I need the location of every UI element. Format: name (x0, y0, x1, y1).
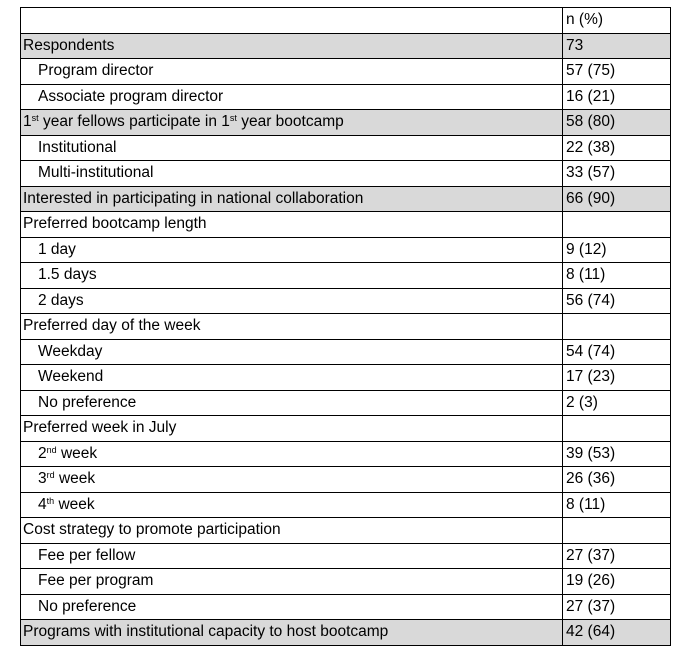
institutional-capacity-row (21, 620, 671, 646)
weekend-label: Weekend (21, 365, 563, 391)
weekday-value: 54 (74) (563, 339, 671, 365)
fee-per-program-row (21, 569, 671, 595)
fee-per-fellow-row (21, 543, 671, 569)
institutional-capacity-value: 42 (64) (563, 620, 671, 646)
second-week-sup: nd (46, 444, 57, 455)
no-preference-day-row (21, 390, 671, 416)
fee-per-fellow-value: 27 (37) (563, 543, 671, 569)
multi-institutional-label: Multi-institutional (21, 161, 563, 187)
no-preference-cost-label: No preference (21, 594, 563, 620)
first-year-end-text: year bootcamp (236, 113, 344, 131)
weekend-value: 17 (23) (563, 365, 671, 391)
week-in-july-label: Preferred week in July (21, 416, 563, 442)
fourth-week-row (21, 492, 671, 518)
fourth-week-num: 4 (38, 495, 47, 513)
cost-strategy-value (563, 518, 671, 544)
second-week-value: 39 (53) (563, 441, 671, 467)
week-in-july-row (21, 416, 671, 442)
one-day-row (21, 237, 671, 263)
first-year-bootcamp-row (21, 110, 671, 136)
third-week-value: 26 (36) (563, 467, 671, 493)
institutional-value: 22 (38) (563, 135, 671, 161)
national-collaboration-value: 66 (90) (563, 186, 671, 212)
weekend-row (21, 365, 671, 391)
two-days-value: 56 (74) (563, 288, 671, 314)
cost-strategy-row (21, 518, 671, 544)
one-half-days-row (21, 263, 671, 289)
weekday-row (21, 339, 671, 365)
day-of-week-label: Preferred day of the week (21, 314, 563, 340)
fee-per-program-value: 19 (26) (563, 569, 671, 595)
associate-director-row (21, 84, 671, 110)
bootcamp-length-label: Preferred bootcamp length (21, 212, 563, 238)
day-of-week-value (563, 314, 671, 340)
institutional-row (21, 135, 671, 161)
fourth-week-text: week (54, 495, 95, 513)
bootcamp-length-value (563, 212, 671, 238)
second-week-row (21, 441, 671, 467)
first-year-num: 1 (23, 113, 32, 131)
fee-per-program-label: Fee per program (21, 569, 563, 595)
respondents-label: Respondents (21, 33, 563, 59)
first-year-bootcamp-label (21, 110, 563, 136)
no-preference-day-label: No preference (21, 390, 563, 416)
one-half-days-label: 1.5 days (21, 263, 563, 289)
second-week-label (21, 441, 563, 467)
first-year-mid-text: year fellows participate in 1 (38, 113, 230, 131)
cost-strategy-label: Cost strategy to promote participation (21, 518, 563, 544)
weekday-label: Weekday (21, 339, 563, 365)
associate-director-value: 16 (21) (563, 84, 671, 110)
multi-institutional-row (21, 161, 671, 187)
fourth-week-value: 8 (11) (563, 492, 671, 518)
fourth-week-label (21, 492, 563, 518)
two-days-row (21, 288, 671, 314)
no-preference-cost-value: 27 (37) (563, 594, 671, 620)
institutional-label: Institutional (21, 135, 563, 161)
table-header-row (21, 8, 671, 34)
respondents-value: 73 (563, 33, 671, 59)
two-days-label: 2 days (21, 288, 563, 314)
third-week-text: week (54, 470, 96, 488)
first-year-sup-2: st (229, 113, 237, 124)
fourth-week-sup: th (46, 495, 55, 506)
bootcamp-length-row (21, 212, 671, 238)
third-week-sup: rd (46, 470, 55, 481)
respondents-row (21, 33, 671, 59)
header-value-cell: n (%) (563, 8, 671, 34)
week-in-july-value (563, 416, 671, 442)
program-director-value: 57 (75) (563, 59, 671, 85)
second-week-text: week (56, 444, 98, 462)
program-director-row (21, 59, 671, 85)
header-label-cell (21, 8, 563, 34)
third-week-row (21, 467, 671, 493)
multi-institutional-value: 33 (57) (563, 161, 671, 187)
one-half-days-value: 8 (11) (563, 263, 671, 289)
survey-results-table (20, 7, 671, 646)
third-week-num: 3 (38, 470, 47, 488)
one-day-value: 9 (12) (563, 237, 671, 263)
day-of-week-row (21, 314, 671, 340)
third-week-label (21, 467, 563, 493)
first-year-bootcamp-value: 58 (80) (563, 110, 671, 136)
national-collaboration-row (21, 186, 671, 212)
first-year-sup: st (31, 113, 39, 124)
program-director-label: Program director (21, 59, 563, 85)
second-week-num: 2 (38, 444, 47, 462)
one-day-label: 1 day (21, 237, 563, 263)
no-preference-cost-row (21, 594, 671, 620)
national-collaboration-label: Interested in participating in national collaboration (21, 186, 563, 212)
fee-per-fellow-label: Fee per fellow (21, 543, 563, 569)
institutional-capacity-label: Programs with institutional capacity to host bootcamp (21, 620, 563, 646)
no-preference-day-value: 2 (3) (563, 390, 671, 416)
associate-director-label: Associate program director (21, 84, 563, 110)
